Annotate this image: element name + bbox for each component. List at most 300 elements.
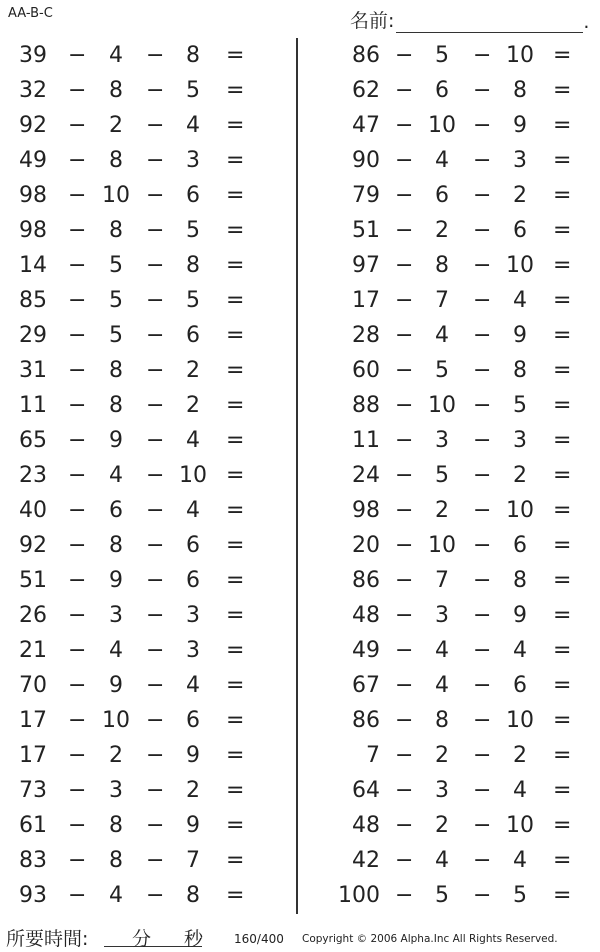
equals-sign: = [226,533,245,558]
subtrahend-1: 5 [435,358,449,383]
subtrahend-2: 4 [513,288,527,313]
equals-sign: = [226,708,245,733]
minus-sign: − [68,463,87,488]
subtrahend-2: 6 [513,218,527,243]
subtrahend-2: 10 [506,43,534,68]
minus-sign: − [68,673,87,698]
minus-sign: − [395,43,414,68]
subtrahend-1: 7 [435,288,449,313]
minuend: 23 [19,463,47,488]
minus-sign: − [68,883,87,908]
subtrahend-2: 5 [513,393,527,418]
minuend: 64 [352,778,380,803]
minuend: 92 [19,533,47,558]
problem-row [325,703,600,738]
subtrahend-2: 6 [186,183,200,208]
problem-row [325,423,600,458]
subtrahend-1: 4 [435,323,449,348]
minuend: 26 [19,603,47,628]
minus-sign: − [68,813,87,838]
minus-sign: − [473,813,492,838]
equals-sign: = [226,78,245,103]
name-label: 名前: [350,10,395,32]
subtrahend-2: 4 [186,428,200,453]
problem-row [0,213,260,248]
minus-sign: − [146,883,165,908]
equals-sign: = [226,498,245,523]
subtrahend-1: 5 [435,883,449,908]
subtrahend-1: 2 [435,498,449,523]
minus-sign: − [395,638,414,663]
minus-sign: − [473,428,492,453]
minus-sign: − [146,183,165,208]
subtrahend-1: 8 [109,218,123,243]
problem-row [0,738,260,773]
subtrahend-2: 6 [186,323,200,348]
minuend: 85 [19,288,47,313]
subtrahend-1: 4 [109,463,123,488]
minus-sign: − [146,568,165,593]
subtrahend-1: 3 [109,603,123,628]
problem-row [0,703,260,738]
minuend: 24 [352,463,380,488]
minus-sign: − [146,428,165,453]
minus-sign: − [146,78,165,103]
minuend: 67 [352,673,380,698]
subtrahend-1: 4 [109,883,123,908]
subtrahend-1: 10 [428,113,456,138]
minus-sign: − [395,498,414,523]
name-blank-line[interactable] [396,14,583,33]
minus-sign: − [146,778,165,803]
subtrahend-1: 6 [109,498,123,523]
subtrahend-1: 4 [109,638,123,663]
subtrahend-2: 6 [513,673,527,698]
subtrahend-1: 5 [435,43,449,68]
problem-row [325,493,600,528]
equals-sign: = [553,43,572,68]
subtrahend-2: 6 [186,708,200,733]
minus-sign: − [68,393,87,418]
minus-sign: − [473,778,492,803]
subtrahend-2: 10 [506,708,534,733]
problem-row [325,353,600,388]
problem-row [0,598,260,633]
equals-sign: = [553,533,572,558]
problem-row [325,108,600,143]
minus-sign: − [395,743,414,768]
minus-sign: − [68,708,87,733]
minus-sign: − [68,183,87,208]
minuend: 62 [352,78,380,103]
subtrahend-1: 9 [109,568,123,593]
minus-sign: − [68,113,87,138]
subtrahend-1: 2 [109,113,123,138]
minus-sign: − [68,288,87,313]
minus-sign: − [395,883,414,908]
minus-sign: − [146,848,165,873]
minus-sign: − [395,428,414,453]
problem-row [0,458,260,493]
subtrahend-2: 4 [513,638,527,663]
minus-sign: − [146,288,165,313]
equals-sign: = [553,568,572,593]
equals-sign: = [553,463,572,488]
problem-row [0,633,260,668]
problem-row [0,73,260,108]
subtrahend-2: 2 [513,463,527,488]
problem-row [0,878,260,913]
problem-row [325,633,600,668]
subtrahend-1: 8 [435,708,449,733]
equals-sign: = [226,568,245,593]
subtrahend-1: 8 [109,78,123,103]
minus-sign: − [395,848,414,873]
minuend: 17 [19,743,47,768]
subtrahend-1: 6 [435,183,449,208]
subtrahend-1: 8 [109,813,123,838]
problem-row [0,353,260,388]
minus-sign: − [146,323,165,348]
problem-row [325,843,600,878]
minus-sign: − [395,463,414,488]
minuend: 31 [19,358,47,383]
right-problem-column [325,38,600,913]
subtrahend-2: 2 [186,358,200,383]
minus-sign: − [395,113,414,138]
minus-sign: − [395,288,414,313]
subtrahend-1: 3 [109,778,123,803]
subtrahend-2: 10 [179,463,207,488]
minus-sign: − [146,533,165,558]
subtrahend-1: 10 [102,183,130,208]
minus-sign: − [146,43,165,68]
minus-sign: − [473,218,492,243]
minus-sign: − [68,148,87,173]
minuend: 47 [352,113,380,138]
equals-sign: = [226,323,245,348]
minuend: 60 [352,358,380,383]
subtrahend-2: 2 [186,393,200,418]
minuend: 92 [19,113,47,138]
minuend: 90 [352,148,380,173]
minus-sign: − [395,568,414,593]
subtrahend-2: 9 [186,813,200,838]
subtrahend-2: 10 [506,813,534,838]
minuend: 7 [366,743,380,768]
minus-sign: − [473,323,492,348]
minus-sign: − [473,568,492,593]
problem-row [325,388,600,423]
minus-sign: − [395,708,414,733]
problem-row [325,598,600,633]
minus-sign: − [146,603,165,628]
minus-sign: − [395,358,414,383]
equals-sign: = [226,288,245,313]
minuend: 86 [352,568,380,593]
minus-sign: − [68,428,87,453]
problem-row [325,318,600,353]
subtrahend-2: 5 [186,218,200,243]
subtrahend-1: 10 [428,393,456,418]
subtrahend-2: 4 [186,498,200,523]
minus-sign: − [473,498,492,523]
minus-sign: − [473,148,492,173]
minus-sign: − [68,603,87,628]
equals-sign: = [553,778,572,803]
minus-sign: − [68,638,87,663]
minuend: 98 [352,498,380,523]
equals-sign: = [553,358,572,383]
minuend: 42 [352,848,380,873]
minuend: 86 [352,708,380,733]
subtrahend-2: 8 [513,78,527,103]
problem-row [0,318,260,353]
subtrahend-2: 2 [513,743,527,768]
equals-sign: = [553,218,572,243]
minuend: 48 [352,813,380,838]
problem-row [325,808,600,843]
subtrahend-1: 10 [102,708,130,733]
minus-sign: − [473,183,492,208]
equals-sign: = [553,323,572,348]
minus-sign: − [68,358,87,383]
left-problem-column [0,38,260,913]
minus-sign: − [146,218,165,243]
subtrahend-2: 8 [186,43,200,68]
minus-sign: − [395,323,414,348]
equals-sign: = [226,393,245,418]
problem-row [325,73,600,108]
minus-sign: − [473,393,492,418]
minuend: 93 [19,883,47,908]
minus-sign: − [146,393,165,418]
equals-sign: = [226,638,245,663]
subtrahend-1: 3 [435,428,449,453]
subtrahend-1: 4 [109,43,123,68]
minus-sign: − [68,498,87,523]
minuend: 83 [19,848,47,873]
minus-sign: − [473,743,492,768]
subtrahend-1: 7 [435,568,449,593]
subtrahend-1: 3 [435,778,449,803]
subtrahend-1: 4 [435,848,449,873]
problem-row [325,528,600,563]
problem-row [0,248,260,283]
subtrahend-2: 6 [186,568,200,593]
minuend: 39 [19,43,47,68]
problem-row [0,528,260,563]
worksheet-code: AA-B-C [8,6,53,21]
equals-sign: = [226,43,245,68]
problem-row [0,178,260,213]
problem-row [0,843,260,878]
equals-sign: = [226,813,245,838]
minus-sign: − [473,883,492,908]
minus-sign: − [473,358,492,383]
minus-sign: − [68,743,87,768]
minuend: 17 [352,288,380,313]
equals-sign: = [226,883,245,908]
subtrahend-2: 2 [186,778,200,803]
equals-sign: = [553,393,572,418]
subtrahend-2: 4 [513,848,527,873]
minus-sign: − [473,708,492,733]
minuend: 86 [352,43,380,68]
minus-sign: − [473,463,492,488]
subtrahend-2: 4 [186,113,200,138]
minus-sign: − [395,183,414,208]
subtrahend-2: 9 [186,743,200,768]
problem-row [325,458,600,493]
subtrahend-1: 4 [435,148,449,173]
minuend: 49 [19,148,47,173]
minus-sign: − [68,778,87,803]
equals-sign: = [553,848,572,873]
equals-sign: = [553,428,572,453]
subtrahend-1: 2 [109,743,123,768]
problem-row [325,178,600,213]
minus-sign: − [473,603,492,628]
minus-sign: − [473,638,492,663]
subtrahend-2: 2 [513,183,527,208]
minus-sign: − [473,43,492,68]
problem-row [325,283,600,318]
subtrahend-1: 9 [109,673,123,698]
minuend: 61 [19,813,47,838]
subtrahend-1: 2 [435,218,449,243]
problem-row [0,808,260,843]
equals-sign: = [553,113,572,138]
equals-sign: = [553,673,572,698]
minus-sign: − [146,673,165,698]
problem-row [0,38,260,73]
name-end-mark: . [583,11,590,33]
time-blank[interactable] [104,924,204,950]
minus-sign: − [146,498,165,523]
minus-sign: − [395,778,414,803]
minus-sign: − [473,673,492,698]
equals-sign: = [553,183,572,208]
subtrahend-1: 8 [435,253,449,278]
equals-sign: = [553,253,572,278]
equals-sign: = [553,813,572,838]
minuend: 28 [352,323,380,348]
minus-sign: − [146,813,165,838]
minus-sign: − [473,113,492,138]
minus-sign: − [146,638,165,663]
minus-sign: − [395,78,414,103]
seconds-label: 秒 [184,928,204,950]
subtrahend-1: 8 [109,533,123,558]
minuend: 79 [352,183,380,208]
problem-row [325,738,600,773]
equals-sign: = [553,288,572,313]
problem-row [0,493,260,528]
minuend: 51 [352,218,380,243]
subtrahend-2: 4 [186,673,200,698]
equals-sign: = [553,708,572,733]
subtrahend-2: 9 [513,323,527,348]
subtrahend-1: 4 [435,638,449,663]
problem-row [325,668,600,703]
subtrahend-2: 8 [513,358,527,383]
minuend: 51 [19,568,47,593]
subtrahend-1: 2 [435,813,449,838]
subtrahend-2: 3 [186,638,200,663]
problem-row [325,143,600,178]
minuend: 98 [19,218,47,243]
equals-sign: = [553,78,572,103]
column-divider [296,38,298,914]
equals-sign: = [226,253,245,278]
problem-row [0,388,260,423]
minus-sign: − [473,78,492,103]
subtrahend-2: 8 [186,883,200,908]
problem-row [0,283,260,318]
equals-sign: = [226,148,245,173]
problem-row [325,878,600,913]
minus-sign: − [395,253,414,278]
minuend: 40 [19,498,47,523]
minuend: 98 [19,183,47,208]
subtrahend-2: 3 [186,148,200,173]
problem-row [325,38,600,73]
footer [0,924,600,952]
subtrahend-1: 8 [109,358,123,383]
minus-sign: − [146,358,165,383]
subtrahend-1: 9 [109,428,123,453]
minuend: 88 [352,393,380,418]
minus-sign: − [146,708,165,733]
subtrahend-2: 3 [513,428,527,453]
subtrahend-2: 6 [186,533,200,558]
minus-sign: − [473,288,492,313]
minus-sign: − [146,463,165,488]
equals-sign: = [553,638,572,663]
equals-sign: = [226,463,245,488]
subtrahend-2: 5 [186,288,200,313]
equals-sign: = [553,603,572,628]
minuend: 20 [352,533,380,558]
minus-sign: − [68,78,87,103]
minus-sign: − [68,533,87,558]
minus-sign: − [68,43,87,68]
subtrahend-2: 5 [186,78,200,103]
subtrahend-1: 8 [109,148,123,173]
subtrahend-2: 3 [513,148,527,173]
copyright-text: Copyright © 2006 Alpha.Inc All Rights Reserved. [302,933,558,945]
minuend: 17 [19,708,47,733]
minuend: 21 [19,638,47,663]
score-text: 160/400 [234,932,284,946]
problem-row [0,108,260,143]
minutes-label: 分 [132,928,152,950]
equals-sign: = [553,498,572,523]
minus-sign: − [473,848,492,873]
minus-sign: − [473,253,492,278]
subtrahend-2: 4 [513,778,527,803]
equals-sign: = [226,603,245,628]
subtrahend-2: 9 [513,603,527,628]
problem-row [325,213,600,248]
subtrahend-2: 10 [506,253,534,278]
equals-sign: = [553,883,572,908]
minus-sign: − [473,533,492,558]
equals-sign: = [226,673,245,698]
minuend: 11 [19,393,47,418]
equals-sign: = [553,148,572,173]
